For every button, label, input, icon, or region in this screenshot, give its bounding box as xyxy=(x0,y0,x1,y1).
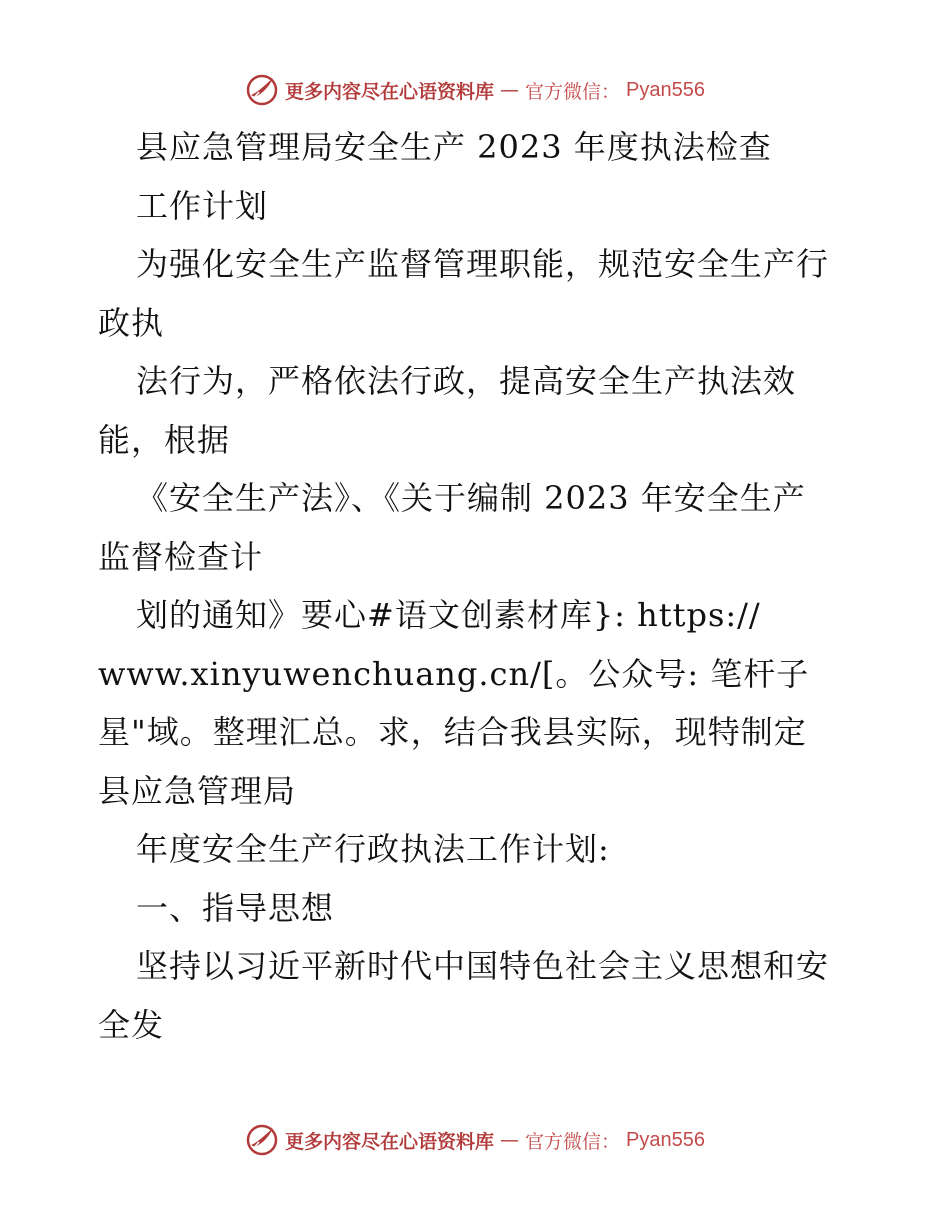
banner-wechat-label: 官方微信： xyxy=(525,1130,621,1153)
banner-wechat-id: Pyan556 xyxy=(626,78,705,101)
paragraph-line: 县应急管理局 xyxy=(98,771,297,810)
paragraph-line: 星"域。整理汇总。求，结合我县实际，现特制定 xyxy=(98,713,807,751)
banner-slogan: 更多内容尽在心语资料库 xyxy=(285,80,495,103)
quill-logo-icon xyxy=(245,1123,279,1157)
section-heading: 一、指导思想 xyxy=(136,888,335,927)
doc-title-line-1: 县应急管理局安全生产 2023 年度执法检查 xyxy=(136,128,772,166)
paragraph-line: 监督检查计 xyxy=(98,537,264,576)
paragraph-line: 划的通知》要心#语文创素材库}: https:// xyxy=(136,596,761,634)
paragraph-line: 全发 xyxy=(98,1005,165,1044)
paragraph-line: 政执 xyxy=(98,303,165,342)
paragraph-line: www.xinyuwenchuang.cn/[。公众号: 笔杆子 xyxy=(98,654,810,693)
header-banner xyxy=(0,70,950,110)
banner-slogan: 更多内容尽在心语资料库 xyxy=(285,1130,495,1153)
paragraph-line: 为强化安全生产监督管理职能，规范安全生产行 xyxy=(136,245,830,283)
paragraph-line: 能，根据 xyxy=(98,420,231,459)
paragraph-line: 法行为，严格依法行政，提高安全生产执法效 xyxy=(136,362,797,400)
paragraph-line: 《安全生产法》、《关于编制 2023 年安全生产 xyxy=(136,479,806,517)
quill-logo-icon xyxy=(245,73,279,107)
banner-separator: — xyxy=(500,1129,520,1151)
banner-wechat-id: Pyan556 xyxy=(626,1128,705,1151)
doc-title-line-2: 工作计划 xyxy=(136,186,269,225)
paragraph-line: 坚持以习近平新时代中国特色社会主义思想和安 xyxy=(136,947,830,985)
paragraph-line: 年度安全生产行政执法工作计划: xyxy=(136,830,610,868)
banner-separator: — xyxy=(500,79,520,101)
banner-wechat-label: 官方微信： xyxy=(525,80,621,103)
document-body xyxy=(98,118,858,1054)
footer-banner xyxy=(0,1120,950,1160)
